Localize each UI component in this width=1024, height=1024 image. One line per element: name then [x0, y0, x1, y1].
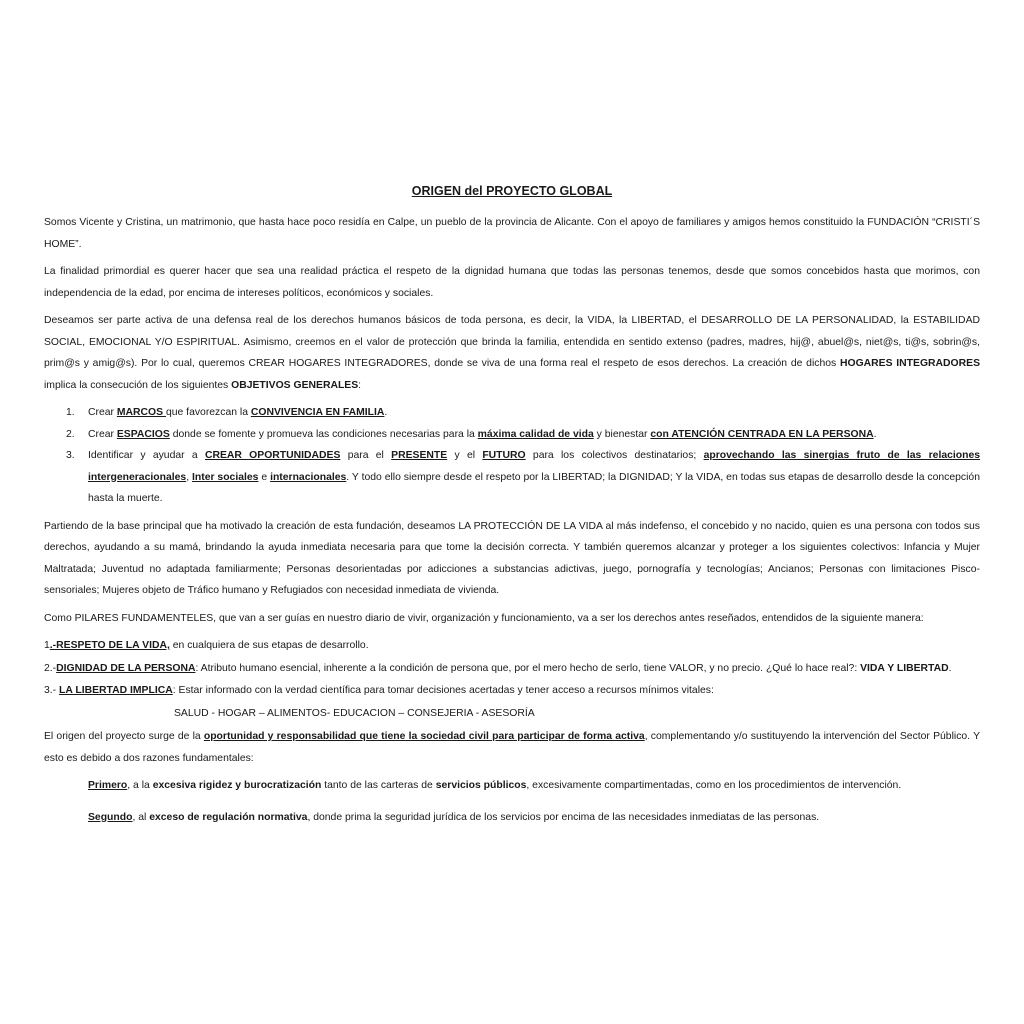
objective-text-segment: e [258, 471, 271, 483]
objective-text-segment: CONVIVENCIA EN FAMILIA [250, 407, 385, 418]
objective-text-segment: para el [340, 450, 392, 461]
hogares-integradores-text: HOGARES INTEGRADORES [839, 358, 980, 369]
paragraph-pillars-intro: Como PILARES FUNDAMENTELES, que van a ser guías en nuestro diario de vivir, organización y funcionamiento, va a ser los derechos antes reseñados, entendidos de la siguiente manera: [44, 612, 924, 624]
objective-item [44, 445, 980, 510]
pillar-three: 3.- LA LIBERTAD IMPLICA: Estar informado con la verdad científica para tomar decisiones acertadas y tener acceso a recursos mínimos vitales: [44, 685, 714, 696]
objetivos-generales-text: OBJETIVOS GENERALES [231, 379, 359, 391]
objective-text-segment: . [873, 428, 877, 440]
pillar-one: 1.-RESPETO DE LA VIDA, en cualquiera de sus etapas de desarrollo. [44, 640, 369, 651]
objective-text-segment: . [384, 407, 388, 418]
paragraph-origin: El origen del proyecto surge de la oportunidad y responsabilidad que tiene la sociedad civil para participar de forma activa, complementando y/o sustituyendo la intervención del Sector Público. Y esto es debido a dos razones fundamentales: [44, 731, 980, 764]
list-number: 1. [66, 407, 75, 418]
pillar-two-title: DIGNIDAD DE LA PERSONA [56, 662, 196, 674]
list-number: 2. [66, 428, 75, 440]
objective-text-segment: y bienestar [593, 428, 651, 440]
objective-item [44, 402, 980, 424]
document-title: ORIGEN del PROYECTO GLOBAL [411, 184, 613, 198]
list-number: 3. [66, 450, 75, 461]
pillar-two: 2.-DIGNIDAD DE LA PERSONA: Atributo humano esencial, inherente a la condición de persona que, por el mero hecho de serlo, tiene VALOR, y no precio. ¿Qué lo hace real?: VIDA Y LIBERTAD. [44, 662, 952, 674]
objective-text-segment: que favorezcan la [165, 407, 251, 418]
document-page [44, 180, 980, 838]
objective-text-segment: intergeneracionales [88, 471, 187, 483]
objective-text-segment: donde se fomente y promueva las condiciones necesarias para la [169, 428, 478, 440]
objective-text-segment: ESPACIOS [116, 428, 170, 440]
objective-text-segment: y el [447, 450, 483, 461]
objective-text-segment: FUTURO [482, 450, 526, 461]
reason-first: Primero, a la excesiva rigidez y burocratización tanto de las carteras de servicios públicos, excesivamente compartimentadas, como en los procedimientos de intervención. [88, 780, 902, 791]
pillar-one-title: .-RESPETO DE LA VIDA, [49, 640, 170, 651]
objective-text-segment: Identificar y ayudar a [88, 450, 205, 461]
objective-text-segment: internacionales [270, 471, 347, 483]
pillar-three-title: LA LIBERTAD IMPLICA [59, 685, 173, 696]
objective-text-segment: Crear [88, 428, 117, 440]
paragraph-protection: Partiendo de la base principal que ha motivado la creación de esta fundación, deseamos LA PROTECCIÓN DE LA VIDA al más indefenso, el concebido y no nacido, quien es una persona con todos sus derechos, ayudando a su mamá, brindando la ayuda inmediata necesaria para que tome la decisión correcta. Y también queremos alcanzar y proteger a los siguientes colectivos: Infancia y Mujer Maltratada; Juventud no adaptada familiarmente; Personas desorientadas por adicciones a substancias adictivas, juego, pornografía y tecnologías; Ancianos; Personas con limitaciones Pisco-sensoriales; Mujeres objeto de Tráfico humano y Refugiados con necesidad inmediata de vivienda. [44, 520, 980, 596]
reason-first-label: Primero [88, 780, 128, 791]
objective-text-segment: para los colectivos destinatarios; [525, 450, 704, 461]
paragraph-intro: Somos Vicente y Cristina, un matrimonio, que hasta hace poco residía en Calpe, un pueblo de la provincia de Alicante. Con el apoyo de familiares y amigos hemos constituido la FUNDACIÓN “CRISTI´S HOME”. [44, 217, 980, 250]
objectives-list [44, 402, 980, 510]
objective-text-segment: Inter sociales [192, 471, 259, 483]
objective-text-segment: , [186, 471, 192, 483]
paragraph-rights: Deseamos ser parte activa de una defensa real de los derechos humanos básicos de toda persona, es decir, la VIDA, la LIBERTAD, el DESARROLLO DE LA PERSONALIDAD, la ESTABILIDAD SOCIAL, EMOCIONAL Y/O ESPIRITUAL. Asimismo, creemos en el valor de protección que brinda la familia, entendida en sentido extenso (padres, madres, hij@, abuel@s, niet@s, ti@s, sobrin@s, prim@s y amig@s). Por lo cual, queremos CREAR HOGARES INTEGRADORES, donde se viva de una forma real el respeto de esos derechos. La creación de dichos HOGARES INTEGRADORES implica la consecución de los siguientes OBJETIVOS GENERALES: [44, 315, 980, 391]
reason-second: Segundo, al exceso de regulación normativa, donde prima la seguridad jurídica de los servicios por encima de las necesidades inmediatas de las personas. [88, 811, 820, 823]
objective-item [44, 424, 980, 446]
objective-text-segment: PRESENTE [391, 450, 448, 461]
objective-text-segment: aprovechando las sinergias fruto de las relaciones [703, 450, 981, 461]
objective-text-segment: . Y todo ello siempre desde el respeto por la LIBERTAD; la DIGNIDAD; Y la VIDA, en todas sus etapas de desarrollo desde la concepción hasta la muerte. [88, 471, 980, 504]
objective-text-segment: CREAR OPORTUNIDADES [204, 450, 341, 461]
paragraph-purpose: La finalidad primordial es querer hacer que sea una realidad práctica el respeto de la dignidad humana que todas las personas tenemos, desde que somos concebidos hasta que morimos, con independencia de la edad, por encima de intereses políticos, económicos y sociales. [44, 266, 980, 299]
objective-text-segment: Crear [88, 407, 117, 418]
reason-second-label: Segundo [88, 811, 133, 823]
objective-text-segment: máxima calidad de vida [477, 428, 594, 440]
resources-line: SALUD - HOGAR – ALIMENTOS- EDUCACION – CONSEJERIA - ASESORÍA [174, 707, 535, 719]
objective-text-segment: MARCOS [116, 407, 166, 418]
objective-text-segment: con ATENCIÓN CENTRADA EN LA PERSONA [650, 428, 874, 440]
